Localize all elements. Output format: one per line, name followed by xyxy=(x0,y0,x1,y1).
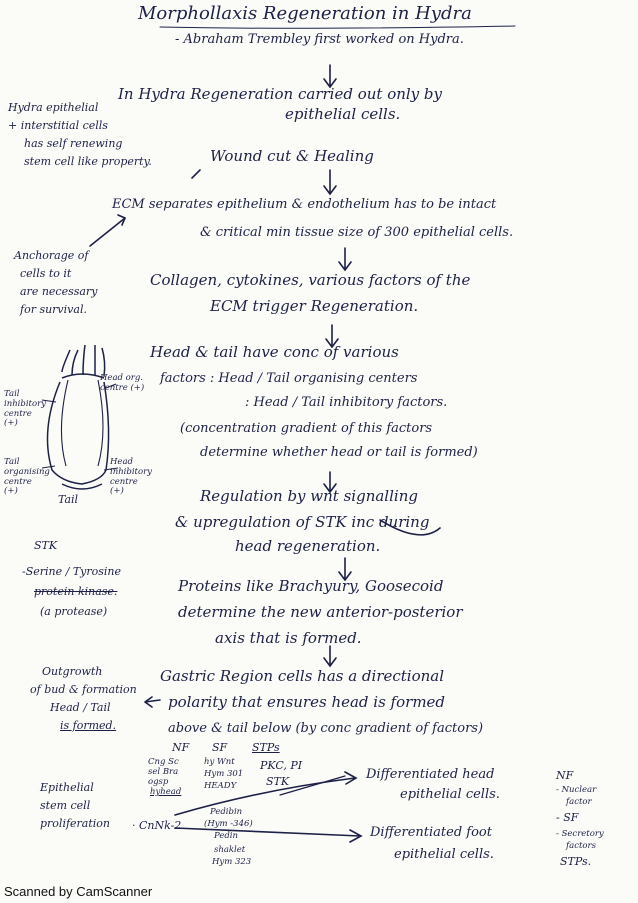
flow-step-7-line-1: Proteins like Brachyury, Goosecoid xyxy=(178,577,444,595)
table-cnnk2: · CnNk-2 xyxy=(132,819,182,832)
note-anchorage-3: are necessary xyxy=(20,285,98,298)
note-hydra-epithelial-4: stem cell like property. xyxy=(24,155,152,168)
arrow-down-3 xyxy=(339,248,351,270)
note-stk-1: STK xyxy=(34,539,58,552)
arrow-down-1 xyxy=(324,65,336,87)
table-col1-row4: hyhead xyxy=(150,787,182,797)
flow-step-3-line-1: ECM separates epithelium & endothelium has to be intact xyxy=(112,197,497,212)
table-col1-row2: sel Bra xyxy=(148,767,179,777)
arrow-down-7 xyxy=(324,646,336,666)
table-col3-row2: STK xyxy=(266,775,290,788)
table-col1-row3: ogsp xyxy=(148,777,169,787)
legend-sf: - SF xyxy=(556,811,579,824)
legend-factors: factors xyxy=(566,841,596,851)
outcome-head-1: Differentiated head xyxy=(366,767,495,782)
note-epithelial-stem-1: Epithelial xyxy=(40,781,94,794)
table-header-nf: NF xyxy=(172,741,190,754)
flow-step-5-line-3: : Head / Tail inhibitory factors. xyxy=(245,395,448,410)
arrow-down-2 xyxy=(324,170,336,194)
flow-step-5-line-5: determine whether head or tail is formed) xyxy=(200,445,478,460)
arrow-outgrowth xyxy=(145,697,160,707)
legend-nf: NF xyxy=(556,769,574,782)
note-anchorage-4: for survival. xyxy=(20,303,87,316)
flow-step-8-line-3: above & tail below (by conc gradient of factors) xyxy=(168,721,484,736)
table-lower-3: Pedin xyxy=(214,831,239,841)
table-header-sf: SF xyxy=(212,741,228,754)
page-title: Morphollaxis Regeneration in Hydra xyxy=(138,3,472,24)
scanner-watermark: Scanned by CamScanner xyxy=(4,884,153,899)
outcome-foot-2: epithelial cells. xyxy=(394,847,494,862)
note-hydra-epithelial-1: Hydra epithelial xyxy=(8,101,99,114)
label-head-inhibitory-centre: Head inhibitory centre (+) xyxy=(110,457,152,497)
note-stk-4: (a protease) xyxy=(40,605,108,618)
flow-step-1-line-2: epithelial cells. xyxy=(285,105,401,123)
flow-step-8-line-1: Gastric Region cells has a directional xyxy=(160,667,445,685)
note-epithelial-stem-2: stem cell xyxy=(40,799,91,812)
note-anchorage-2: cells to it xyxy=(20,267,72,280)
table-lower-4: shaklet xyxy=(214,845,246,855)
table-col1-row1: Cng Sc xyxy=(148,757,179,767)
note-outgrowth-3: Head / Tail xyxy=(50,701,111,714)
label-tail: Tail xyxy=(58,493,79,506)
outcome-foot-1: Differentiated foot xyxy=(370,825,492,840)
page-subtitle: - Abraham Trembley first worked on Hydra. xyxy=(175,32,464,47)
flow-step-4-line-2: ECM trigger Regeneration. xyxy=(210,297,419,315)
flow-step-5-line-2: factors : Head / Tail organising centers xyxy=(160,371,418,386)
table-col3-row1: PKC, PI xyxy=(260,759,303,772)
flow-step-4-line-1: Collagen, cytokines, various factors of the xyxy=(150,271,471,289)
note-hydra-epithelial-2: + interstitial cells xyxy=(8,119,108,132)
note-epithelial-stem-3: proliferation xyxy=(40,817,111,830)
label-tail-organising-centre: Tail organising centre (+) xyxy=(4,457,50,497)
note-stk-3: protein kinase. xyxy=(34,585,118,598)
table-header-stps: STPs xyxy=(252,741,280,754)
legend-factor: factor xyxy=(566,797,592,807)
arrow-foot-outcome xyxy=(175,828,361,842)
note-outgrowth-2: of bud & formation xyxy=(30,683,137,696)
label-head-org-centre: Head org. centre (+) xyxy=(100,373,145,393)
label-tail-inhibitory-centre: Tail inhibitory centre (+) xyxy=(4,389,46,429)
flow-step-1-line-1: In Hydra Regeneration carried out only by xyxy=(118,85,443,103)
table-col2-row1: hy Wnt xyxy=(204,757,235,767)
note-stk-2: -Serine / Tyrosine xyxy=(22,565,122,578)
table-lower-5: Hym 323 xyxy=(212,857,252,867)
flow-step-6-line-2: & upregulation of STK inc during xyxy=(175,513,430,531)
legend-secretory: - Secretory xyxy=(556,829,604,839)
table-col2-row2: Hym 301 xyxy=(204,769,244,779)
arrow-anchorage xyxy=(90,218,125,246)
legend-nuclear: - Nuclear xyxy=(556,785,597,795)
table-col2-row3: HEADY xyxy=(204,781,237,791)
flow-step-5-line-1: Head & tail have conc of various xyxy=(150,343,399,361)
table-lower-2: (Hym -346) xyxy=(204,819,253,829)
hydra-drawing xyxy=(48,345,109,489)
table-lower-1: Pedibin xyxy=(210,807,243,817)
flow-step-7-line-2: determine the new anterior-posterior xyxy=(178,603,463,621)
flow-step-6-line-3: head regeneration. xyxy=(235,537,381,555)
flow-step-2: Wound cut & Healing xyxy=(210,147,374,165)
flow-step-8-line-2: polarity that ensures head is formed xyxy=(168,693,446,711)
title-underline xyxy=(160,26,515,28)
outcome-head-2: epithelial cells. xyxy=(400,787,500,802)
flow-step-6-line-1: Regulation by wnt signalling xyxy=(200,487,418,505)
note-anchorage-1: Anchorage of xyxy=(14,249,89,262)
note-outgrowth-1: Outgrowth xyxy=(42,665,103,678)
note-outgrowth-4: is formed. xyxy=(60,719,117,732)
flow-step-3-line-2: & critical min tissue size of 300 epithelial cells. xyxy=(200,225,514,240)
note-hydra-epithelial-3: has self renewing xyxy=(24,137,123,150)
flow-step-5-line-4: (concentration gradient of this factors xyxy=(180,421,433,436)
flow-step-7-line-3: axis that is formed. xyxy=(215,629,362,647)
legend-stps: STPs. xyxy=(560,855,592,868)
